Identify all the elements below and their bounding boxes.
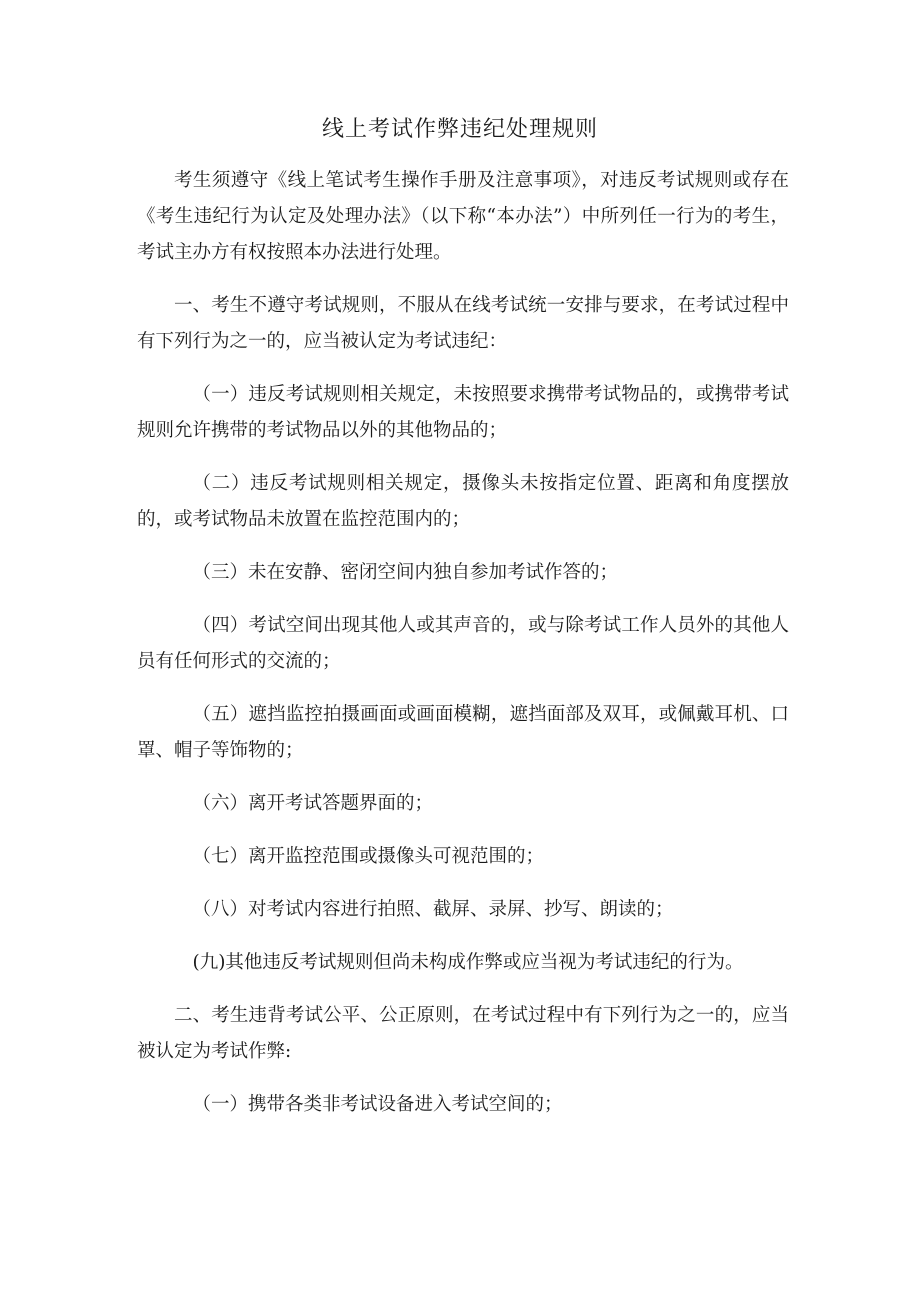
document-body <box>137 163 789 1140</box>
section-1-item: (九)其他违反考试规则但尚未构成作弊或应当视为考试违纪的行为。 <box>192 952 744 973</box>
section-1-item: （七）离开监控范围或摄像头可视范围的； <box>192 846 545 867</box>
section-1-item: （五）遮挡监控拍摄画面或画面模糊，遮挡面部及双耳，或佩戴耳机、口罩、帽子等饰物的； <box>137 704 789 761</box>
document-title: 线上考试作弊违纪处理规则 <box>321 117 598 142</box>
intro-paragraph: 考生须遵守《线上笔试考生操作手册及注意事项》，对违反考试规则或存在《考生违纪行为认定及处理办法》（以下称“本办法”）中所列任一行为的考生，考试主办方有权按照本办法进行处理。 <box>137 170 789 263</box>
section-1-item: （六）离开考试答题界面的； <box>192 793 434 814</box>
section-1-item: （八）对考试内容进行拍照、截屏、录屏、抄写、朗读的； <box>192 899 674 920</box>
section-1-item: （四）考试空间出现其他人或其声音的，或与除考试工作人员外的其他人员有任何形式的交流的； <box>137 615 789 672</box>
section-1-heading: 一、考生不遵守考试规则，不服从在线考试统一安排与要求，在考试过程中有下列行为之一的，应当被认定为考试违纪： <box>137 295 789 352</box>
section-2-heading: 二、考生违背考试公平、公正原则，在考试过程中有下列行为之一的，应当被认定为考试作弊: <box>137 1005 789 1062</box>
section-1-item: （二）违反考试规则相关规定，摄像头未按指定位置、距离和角度摆放的，或考试物品未放置在监控范围内的； <box>137 473 789 530</box>
section-2-item: （一）携带各类非考试设备进入考试空间的； <box>192 1094 563 1115</box>
section-1-item: （一）违反考试规则相关规定，未按照要求携带考试物品的，或携带考试规则允许携带的考试物品以外的其他物品的； <box>137 384 789 441</box>
section-1-item: （三）未在安静、密闭空间内独自参加考试作答的； <box>192 562 619 583</box>
